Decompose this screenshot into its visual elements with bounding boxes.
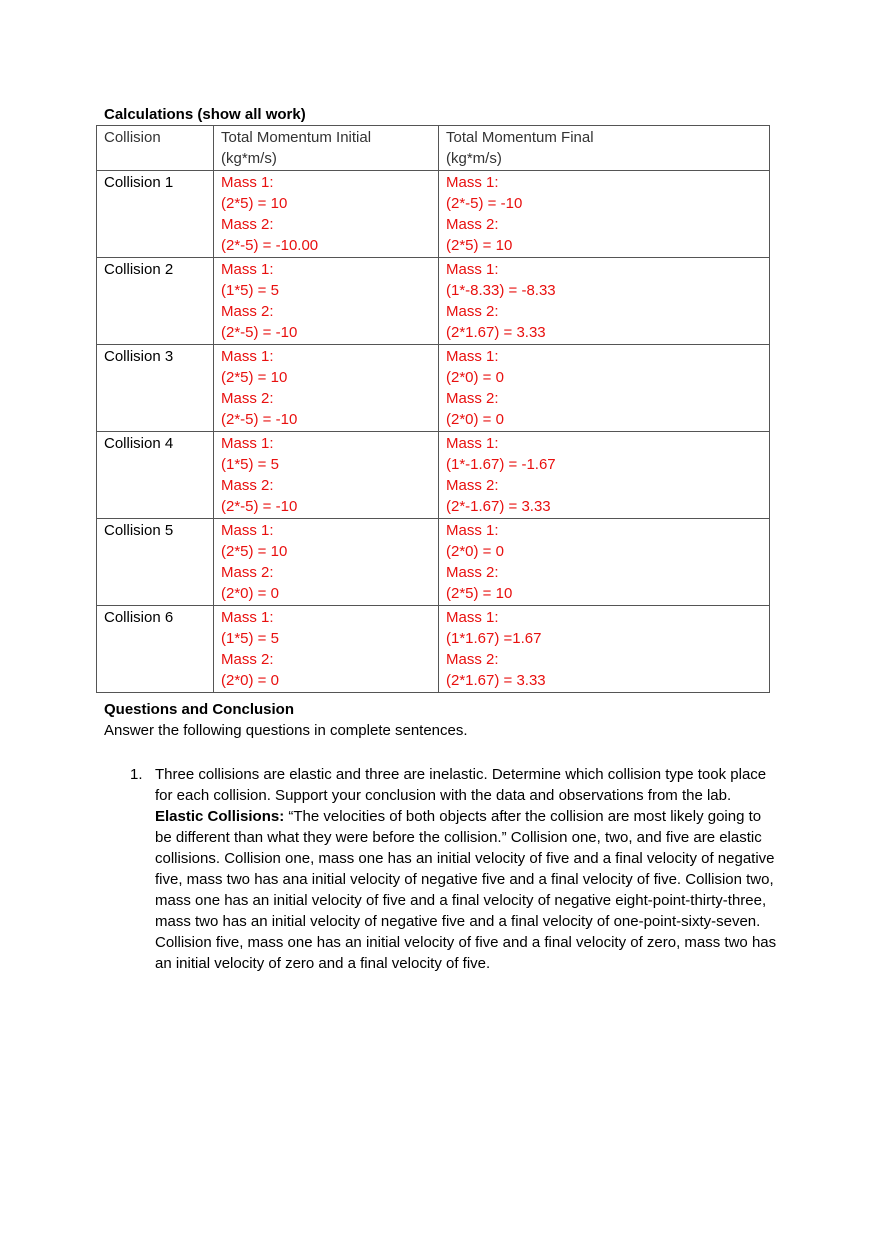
final-work-line: (2*5) = 10 xyxy=(446,237,513,254)
table-row xyxy=(97,432,770,519)
initial-momentum-cell xyxy=(214,432,439,519)
collision-label: Collision 4 xyxy=(97,432,214,519)
final-work-line: Mass 2: xyxy=(446,216,499,233)
initial-work-line: (2*-5) = -10 xyxy=(221,411,298,428)
final-momentum-cell xyxy=(439,606,770,693)
final-work-line: (2*-1.67) = 3.33 xyxy=(446,498,551,515)
final-work-line: Mass 2: xyxy=(446,303,499,320)
final-momentum-cell xyxy=(439,519,770,606)
table-row xyxy=(97,171,770,258)
question-number: 1. xyxy=(130,766,143,783)
final-work-line: Mass 2: xyxy=(446,651,499,668)
final-work-line: Mass 1: xyxy=(446,348,499,365)
table-row xyxy=(97,606,770,693)
initial-work-line: (2*5) = 10 xyxy=(221,369,288,386)
final-work-line: (2*1.67) = 3.33 xyxy=(446,324,546,341)
calculations-heading: Calculations (show all work) xyxy=(104,106,306,123)
final-work-line: (1*-1.67) = -1.67 xyxy=(446,456,556,473)
header-collision: Collision xyxy=(97,126,214,171)
initial-momentum-cell xyxy=(214,606,439,693)
initial-work-line: Mass 1: xyxy=(221,609,274,626)
initial-work-line: Mass 1: xyxy=(221,261,274,278)
initial-momentum-cell xyxy=(214,258,439,345)
initial-work-line: Mass 2: xyxy=(221,651,274,668)
table-row xyxy=(97,345,770,432)
final-work-line: (2*0) = 0 xyxy=(446,411,504,428)
question-body xyxy=(155,764,780,974)
initial-work-line: Mass 1: xyxy=(221,435,274,452)
questions-intro: Answer the following questions in complete sentences. xyxy=(104,722,468,739)
initial-momentum-cell xyxy=(214,171,439,258)
final-work-line: Mass 1: xyxy=(446,174,499,191)
question-item xyxy=(130,764,780,974)
initial-work-line: (2*5) = 10 xyxy=(221,543,288,560)
final-work-line: (2*5) = 10 xyxy=(446,585,513,602)
final-momentum-cell xyxy=(439,171,770,258)
final-work-line: Mass 1: xyxy=(446,435,499,452)
initial-work-line: (1*5) = 5 xyxy=(221,630,279,647)
initial-momentum-cell xyxy=(214,345,439,432)
initial-work-line: Mass 2: xyxy=(221,303,274,320)
initial-work-line: Mass 1: xyxy=(221,522,274,539)
collision-label: Collision 5 xyxy=(97,519,214,606)
initial-work-line: Mass 2: xyxy=(221,564,274,581)
final-work-line: Mass 1: xyxy=(446,261,499,278)
final-work-line: Mass 2: xyxy=(446,477,499,494)
initial-work-line: (2*-5) = -10.00 xyxy=(221,237,319,254)
final-momentum-cell xyxy=(439,258,770,345)
final-work-line: Mass 2: xyxy=(446,390,499,407)
collision-label: Collision 2 xyxy=(97,258,214,345)
questions-heading: Questions and Conclusion xyxy=(104,701,295,718)
final-momentum-cell xyxy=(439,432,770,519)
initial-work-line: Mass 2: xyxy=(221,477,274,494)
initial-work-line: (2*0) = 0 xyxy=(221,672,279,689)
final-work-line: (1*1.67) =1.67 xyxy=(446,630,542,647)
collision-label: Collision 1 xyxy=(97,171,214,258)
initial-work-line: Mass 1: xyxy=(221,348,274,365)
initial-work-line: (1*5) = 5 xyxy=(221,282,279,299)
table-row xyxy=(97,519,770,606)
answer-text: “The velocities of both objects after the collision are most likely going to be different than what they were before the collision.” Collision one, two, and five are elastic collisions. Collision one, mass one has an initial velocity of five and a final velocity of negative five, mass two has ana initial velocity of negative five and a final velocity of five. Collision two, mass one has an initial velocity of five and a final velocity of negative eight-point-thirty-three, mass two has an initial velocity of negative five and a final velocity of one-point-sixty-seven. Collision five, mass one has an initial velocity of five and a final velocity of zero, mass two has an initial velocity of zero and a final velocity of five. xyxy=(155,808,777,972)
final-work-line: (2*1.67) = 3.33 xyxy=(446,672,546,689)
final-work-line: (2*0) = 0 xyxy=(446,543,504,560)
initial-work-line: (2*-5) = -10 xyxy=(221,324,298,341)
final-momentum-cell xyxy=(439,345,770,432)
initial-work-line: Mass 2: xyxy=(221,390,274,407)
final-work-line: Mass 1: xyxy=(446,609,499,626)
final-work-line: Mass 2: xyxy=(446,564,499,581)
header-total-momentum-initial: Total Momentum Initial (kg*m/s) xyxy=(214,126,439,171)
collision-label: Collision 3 xyxy=(97,345,214,432)
initial-work-line: Mass 2: xyxy=(221,216,274,233)
header-total-momentum-final: Total Momentum Final (kg*m/s) xyxy=(439,126,770,171)
final-work-line: (2*0) = 0 xyxy=(446,369,504,386)
momentum-table xyxy=(96,125,770,693)
initial-work-line: (2*5) = 10 xyxy=(221,195,288,212)
table-header-row xyxy=(97,126,770,171)
final-work-line: (2*-5) = -10 xyxy=(446,195,523,212)
table-row xyxy=(97,258,770,345)
initial-work-line: (2*0) = 0 xyxy=(221,585,279,602)
initial-work-line: (1*5) = 5 xyxy=(221,456,279,473)
initial-work-line: (2*-5) = -10 xyxy=(221,498,298,515)
question-prompt: Three collisions are elastic and three are inelastic. Determine which collision type took place for each collision. Support your conclusion with the data and observations from the lab. xyxy=(155,766,767,804)
initial-momentum-cell xyxy=(214,519,439,606)
final-work-line: (1*-8.33) = -8.33 xyxy=(446,282,556,299)
initial-work-line: Mass 1: xyxy=(221,174,274,191)
final-work-line: Mass 1: xyxy=(446,522,499,539)
collision-label: Collision 6 xyxy=(97,606,214,693)
answer-label: Elastic Collisions: xyxy=(155,808,285,825)
